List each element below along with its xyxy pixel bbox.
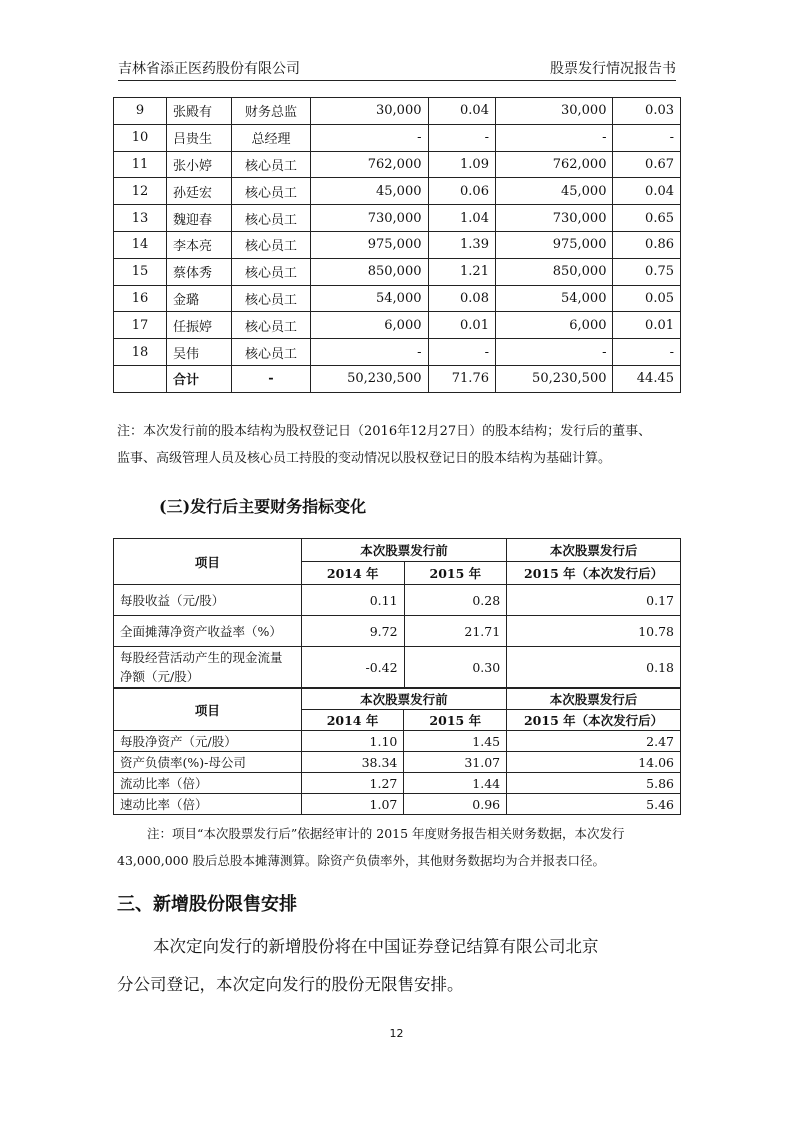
holder-name: 李本亮 [167,231,232,258]
shares-after: 6,000 [495,312,613,339]
cashflow-2015: 0.30 [404,647,507,688]
table-row [114,258,681,285]
holder-name: 金璐 [167,285,232,312]
shareholding-note [117,418,677,472]
shares-before: 45,000 [311,178,429,205]
ratio-after: 0.67 [613,151,681,178]
section-title: 三、新增股份限售安排 [117,894,297,915]
total-ratio-after: 44.45 [613,365,681,392]
holder-role: 总经理 [232,124,311,151]
page-header [118,58,676,81]
ratio-after: 0.01 [613,312,681,339]
table-row [114,178,681,205]
page-number: 12 [389,1027,404,1040]
eps-2015: 0.28 [404,585,507,616]
shares-after: 730,000 [495,205,613,232]
holder-role: 核心员工 [232,178,311,205]
ratio-after: 0.03 [613,98,681,125]
year-2015-header: 2015 年 [404,710,507,731]
year-2015-after-header: 2015 年（本次发行后） [507,562,681,585]
shares-before: 762,000 [311,151,429,178]
ratio-before: 0.04 [428,98,495,125]
holder-name: 张殿有 [167,98,232,125]
ratio-before: 0.06 [428,178,495,205]
ratio-before: 1.04 [428,205,495,232]
row-index: 17 [114,312,167,339]
year-2014-header: 2014 年 [301,710,404,731]
shares-after: 975,000 [495,231,613,258]
row-index: 13 [114,205,167,232]
lockup-paragraph [117,928,679,1004]
note-line: 注：本次发行前的股本结构为股权登记日（2016年12月27日）的股本结构；发行后的董事、 [117,424,652,439]
cashflow-after: 0.18 [507,647,681,688]
shares-after: 54,000 [495,285,613,312]
total-holder-name: 合计 [167,365,232,392]
row-index: 12 [114,178,167,205]
navps-label: 每股净资产（元/股） [114,731,302,752]
before-issue-header: 本次股票发行前 [301,539,506,562]
paragraph-line: 分公司登记，本次定向发行的股份无限售安排。 [117,975,464,994]
total-ratio-before: 71.76 [428,365,495,392]
after-issue-header: 本次股票发行后 [507,689,681,710]
shares-before: - [311,124,429,151]
table-row [114,151,681,178]
current-ratio-2015: 1.44 [404,773,507,794]
quick-ratio-2014: 1.07 [301,794,404,815]
current-ratio-2014: 1.27 [301,773,404,794]
eps-after: 0.17 [507,585,681,616]
note-line: 监事、高级管理人员及核心员工持股的变动情况以股权登记日的股本结构为基础计算。 [117,451,612,466]
financial-indicators-table-1 [113,538,681,688]
document-title: 股票发行情况报告书 [550,61,676,77]
navps-after: 2.47 [507,731,681,752]
ratio-before: 1.39 [428,231,495,258]
holder-role: 核心员工 [232,231,311,258]
table-row [114,205,681,232]
quick-ratio-label: 速动比率（倍） [114,794,302,815]
financial-note [117,820,677,874]
shares-before: 850,000 [311,258,429,285]
quick-ratio-2015: 0.96 [404,794,507,815]
shares-after: 30,000 [495,98,613,125]
quick-ratio-after: 5.46 [507,794,681,815]
roe-2014: 9.72 [301,616,404,647]
debt-ratio-2014: 38.34 [301,752,404,773]
ratio-after: - [613,124,681,151]
after-issue-header: 本次股票发行后 [507,539,681,562]
row-index: 11 [114,151,167,178]
row-index: 18 [114,339,167,366]
cashflow-label: 每股经营活动产生的现金流量净额（元/股） [114,647,302,688]
holder-name: 吕贵生 [167,124,232,151]
shares-before: - [311,339,429,366]
shares-before: 730,000 [311,205,429,232]
cashflow-2014: -0.42 [301,647,404,688]
shares-before: 54,000 [311,285,429,312]
holder-name: 魏迎春 [167,205,232,232]
total-holder-role: - [232,365,311,392]
ratio-before: - [428,124,495,151]
shares-after: 45,000 [495,178,613,205]
row-index: 10 [114,124,167,151]
holder-name: 蔡体秀 [167,258,232,285]
company-name: 吉林省添正医药股份有限公司 [118,61,300,77]
shares-after: - [495,124,613,151]
holder-name: 张小婷 [167,151,232,178]
holder-name: 吴伟 [167,339,232,366]
table-row [114,312,681,339]
table-row [114,124,681,151]
ratio-before: 1.21 [428,258,495,285]
table-row [114,285,681,312]
holder-role: 核心员工 [232,339,311,366]
ratio-after: 0.75 [613,258,681,285]
roe-label: 全面摊薄净资产收益率（%） [114,616,302,647]
shares-before: 975,000 [311,231,429,258]
year-2015-header: 2015 年 [404,562,507,585]
total-row [114,365,681,392]
row-index: 9 [114,98,167,125]
item-header: 项目 [114,689,302,731]
shares-after: 762,000 [495,151,613,178]
debt-ratio-label: 资产负债率(%)-母公司 [114,752,302,773]
eps-label: 每股收益（元/股） [114,585,302,616]
shares-before: 6,000 [311,312,429,339]
shares-after: 850,000 [495,258,613,285]
total-row-index [114,365,167,392]
table-row [114,339,681,366]
eps-2014: 0.11 [301,585,404,616]
holder-role: 核心员工 [232,285,311,312]
holder-role: 核心员工 [232,151,311,178]
paragraph-line: 本次定向发行的新增股份将在中国证券登记结算有限公司北京 [153,937,599,956]
financial-indicators-table-2 [113,688,681,815]
note-line: 43,000,000 股后总股本摊薄测算。除资产负债率外，其他财务数据均为合并报表口径。 [117,853,606,868]
row-index: 15 [114,258,167,285]
shares-after: - [495,339,613,366]
shareholding-table [113,97,681,393]
row-index: 16 [114,285,167,312]
item-header: 项目 [114,539,302,585]
section-subheading: (三)发行后主要财务指标变化 [159,497,367,516]
total-shares-after: 50,230,500 [495,365,613,392]
ratio-after: - [613,339,681,366]
before-issue-header: 本次股票发行前 [301,689,506,710]
roe-after: 10.78 [507,616,681,647]
ratio-after: 0.04 [613,178,681,205]
total-shares-before: 50,230,500 [311,365,429,392]
holder-role: 财务总监 [232,98,311,125]
ratio-after: 0.86 [613,231,681,258]
ratio-after: 0.05 [613,285,681,312]
ratio-before: 0.01 [428,312,495,339]
note-line: 注：项目“本次股票发行后”依据经审计的 2015 年度财务报告相关财务数据，本次发行 [147,826,625,841]
current-ratio-label: 流动比率（倍） [114,773,302,794]
ratio-before: - [428,339,495,366]
year-2015-after-header: 2015 年（本次发行后） [507,710,681,731]
holder-name: 任振婷 [167,312,232,339]
holder-role: 核心员工 [232,312,311,339]
table-row [114,98,681,125]
holder-name: 孙廷宏 [167,178,232,205]
navps-2014: 1.10 [301,731,404,752]
debt-ratio-2015: 31.07 [404,752,507,773]
holder-role: 核心员工 [232,205,311,232]
current-ratio-after: 5.86 [507,773,681,794]
year-2014-header: 2014 年 [301,562,404,585]
navps-2015: 1.45 [404,731,507,752]
table-row [114,231,681,258]
shares-before: 30,000 [311,98,429,125]
ratio-after: 0.65 [613,205,681,232]
row-index: 14 [114,231,167,258]
roe-2015: 21.71 [404,616,507,647]
ratio-before: 0.08 [428,285,495,312]
holder-role: 核心员工 [232,258,311,285]
debt-ratio-after: 14.06 [507,752,681,773]
ratio-before: 1.09 [428,151,495,178]
